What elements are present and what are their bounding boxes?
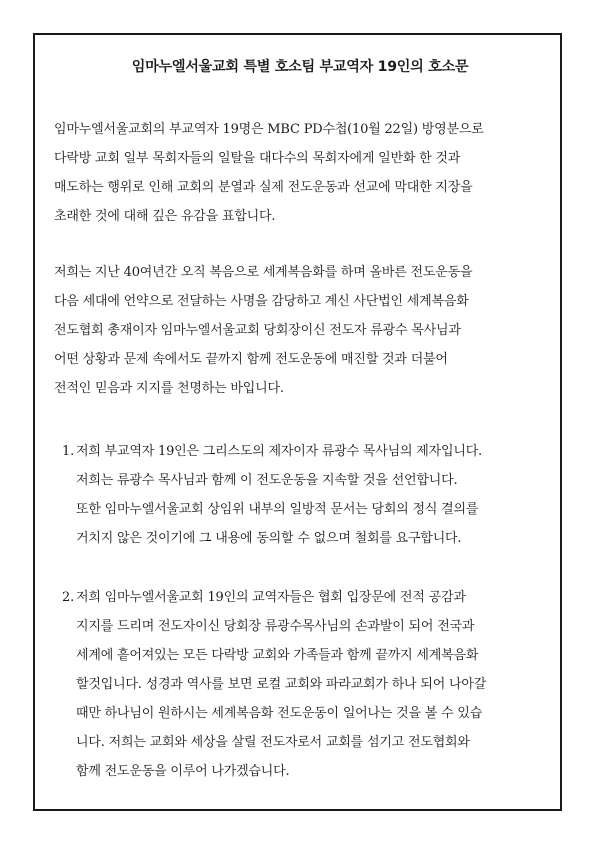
list-item-1-line: 또한 임마누엘서울교회 상임위 내부의 일방적 문서는 당회의 정식 결의를 bbox=[76, 502, 479, 517]
paragraph-1-line: 매도하는 행위로 인해 교회의 분열과 실제 전도운동과 선교에 막대한 지장을 bbox=[54, 180, 473, 195]
list-item-2-line: 때만 하나님이 원하시는 세계복음화 전도운동이 일어나는 것을 볼 수 있습 bbox=[76, 706, 483, 721]
list-item-2-line: 함께 전도운동을 이루어 나가겠습니다. bbox=[76, 764, 290, 779]
paragraph-2-line: 어떤 상황과 문제 속에서도 끝까지 함께 전도운동에 매진할 것과 더불어 bbox=[54, 352, 448, 367]
list-item-2-line: 할것입니다. 성경과 역사를 보면 로컬 교회와 파라교회가 하나 되어 나아갈 bbox=[76, 677, 487, 692]
paragraph-2-line: 전적인 믿음과 지지를 천명하는 바입니다. bbox=[54, 381, 284, 396]
paragraph-2-line: 저희는 지난 40여년간 오직 복음으로 세계복음화를 하며 올바른 전도운동을 bbox=[54, 265, 473, 280]
paragraph-1-line: 임마누엘서울교회의 부교역자 19명은 MBC PD수첩(10월 22일) 방영분으로 bbox=[54, 122, 484, 137]
list-item-1-line: 저희 부교역자 19인은 그리스도의 제자이자 류광수 목사님의 제자입니다. bbox=[76, 444, 482, 459]
document-title: 임마누엘서울교회 특별 호소팀 부교역자 19인의 호소문 bbox=[131, 59, 469, 75]
list-item-2-number: 2. bbox=[62, 590, 75, 605]
list-item-2-line: 니다. 저희는 교회와 세상을 살릴 전도자로서 교회를 섬기고 전도협회와 bbox=[76, 735, 470, 750]
list-item-2-line: 지지를 드리며 전도자이신 당회장 류광수목사님의 손과발이 되어 전국과 bbox=[76, 619, 475, 634]
paragraph-1-line: 초래한 것에 대해 깊은 유감을 표합니다. bbox=[54, 209, 276, 224]
list-item-2-line: 저희 임마누엘서울교회 19인의 교역자들은 협회 입장문에 전적 공감과 bbox=[76, 590, 466, 605]
paragraph-2-line: 전도협회 총재이자 임마누엘서울교회 당회장이신 전도자 류광수 목사님과 bbox=[54, 323, 461, 338]
list-item-1-line: 거치지 않은 것이기에 그 내용에 동의할 수 없으며 철회를 요구합니다. bbox=[76, 531, 462, 546]
paragraph-2-line: 다음 세대에 언약으로 전달하는 사명을 감당하고 계신 사단법인 세계복음화 bbox=[54, 294, 469, 309]
list-item-1-line: 저희는 류광수 목사님과 함께 이 전도운동을 지속할 것을 선언합니다. bbox=[76, 473, 458, 488]
paragraph-1-line: 다락방 교회 일부 목회자들의 일탈을 대다수의 목회자에게 일반화 한 것과 bbox=[54, 151, 461, 166]
list-item-2-line: 세계에 흩어져있는 모든 다락방 교회와 가족들과 함께 끝까지 세계복음화 bbox=[76, 648, 479, 663]
list-item-1-number: 1. bbox=[62, 444, 75, 459]
